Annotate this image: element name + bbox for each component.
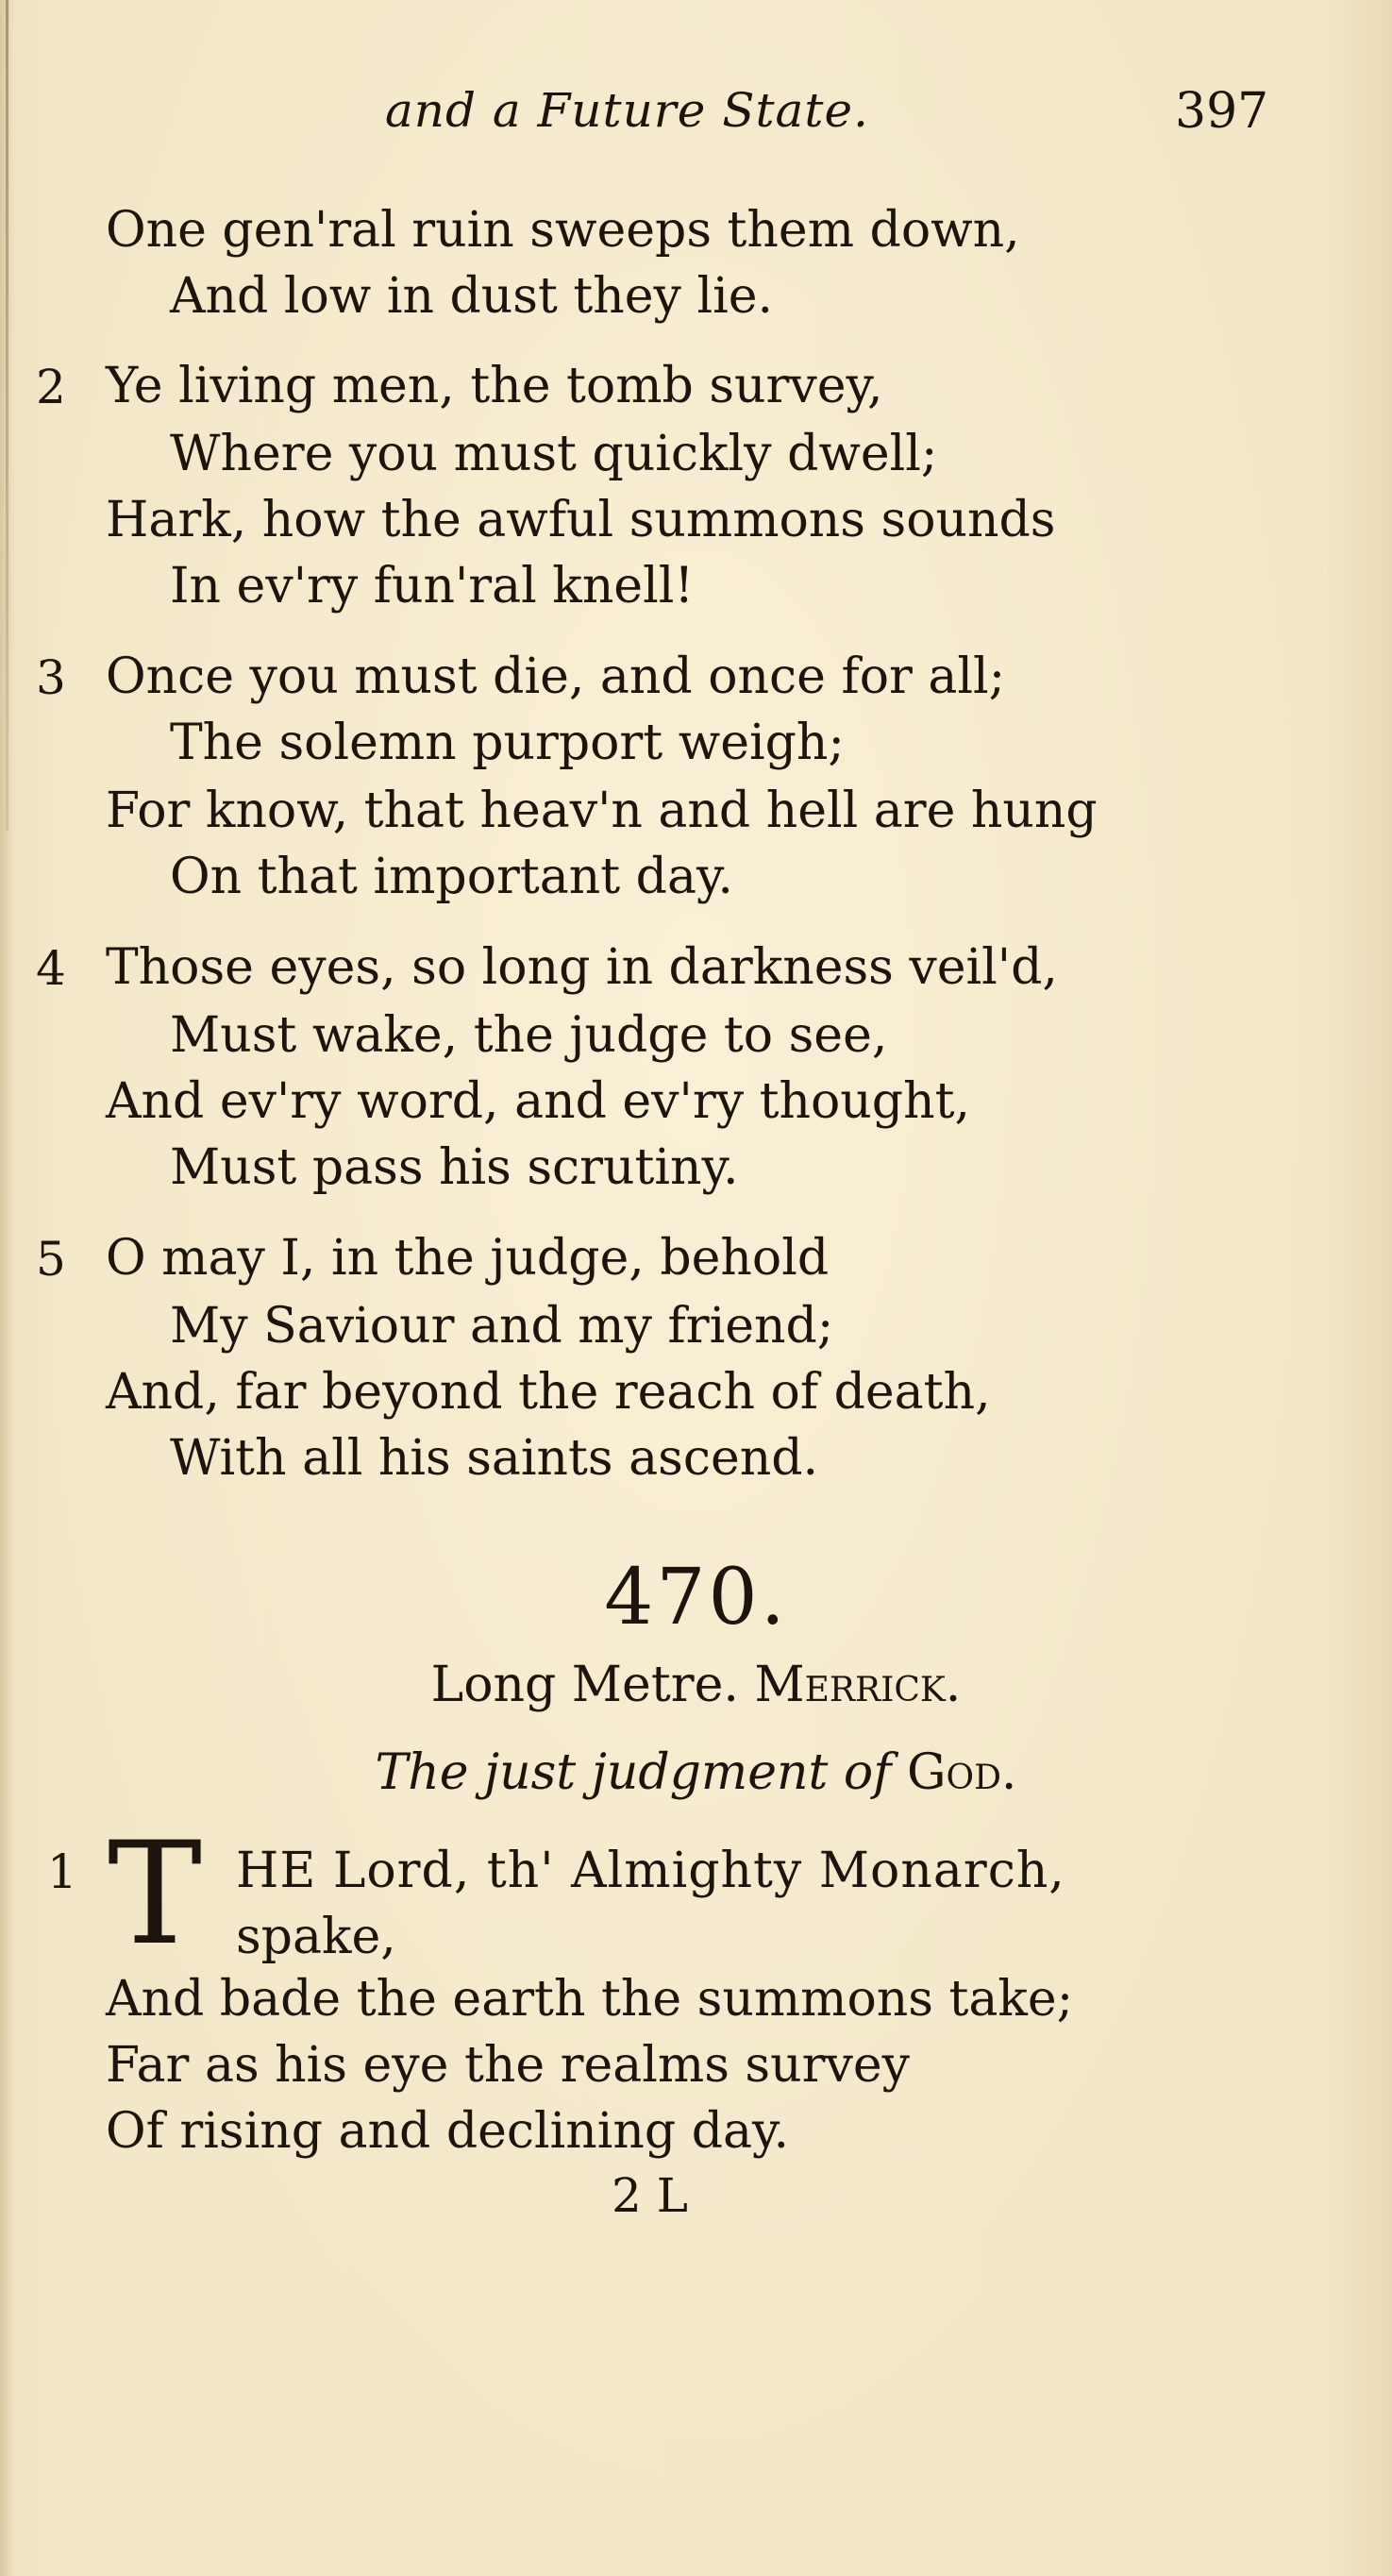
verse-line: For know, that heav'n and hell are hung [106,783,1098,839]
verse-line: Must pass his scrutiny. [170,1139,739,1196]
hymn-subject [0,1744,1392,1801]
verse-line: And bade the earth the summons take; [106,1971,1074,2028]
hymn-number: 470. [604,1553,788,1642]
verse-number: 1 [47,1844,77,1899]
verse-line: Hark, how the awful summons sounds [106,492,1056,548]
signature-mark: 2 L [612,2168,688,2223]
verse-line: My Saviour and my friend; [170,1298,834,1355]
verse-line: Far as his eye the realms survey [106,2037,910,2094]
verse-line: Those eyes, so long in darkness veil'd, [106,939,1058,996]
verse-number: 5 [36,1232,66,1287]
author: Merrick. [754,1657,962,1713]
verse-line: Of rising and declining day. [106,2103,789,2160]
running-header [0,83,1392,149]
verse-number: 3 [36,650,66,705]
hymn-meter-line [0,1657,1392,1713]
verse-line: Must wake, the judge to see, [170,1007,888,1064]
subject-text: The just judgment of [375,1744,892,1801]
verse-line: Ye living men, the tomb survey, [106,358,883,414]
meter: Long Metre. [430,1657,739,1713]
running-title: and a Future State. [385,83,869,138]
verse-line: HE Lord, th' Almighty Monarch, [236,1843,1065,1899]
verse-line: And ev'ry word, and ev'ry thought, [106,1073,970,1130]
subject-name: God. [907,1744,1017,1801]
drop-cap: T [108,1812,203,1977]
verse-line: And low in dust they lie. [170,268,774,325]
verse-line: On that important day. [170,849,733,905]
verse-line: In ev'ry fun'ral knell! [170,558,695,615]
verse-number: 4 [36,941,66,996]
verse-line: With all his saints ascend. [170,1430,819,1487]
verse-line: O may I, in the judge, behold [106,1230,830,1287]
verse-line: And, far beyond the reach of death, [106,1364,991,1421]
page-number: 397 [1175,83,1269,140]
verse-line: The solemn purport weigh; [170,715,845,771]
verse-number: 2 [36,360,66,414]
verse-line: Once you must die, and once for all; [106,648,1006,705]
verse-line: One gen'ral ruin sweeps them down, [106,202,1020,259]
verse-line: Where you must quickly dwell; [170,426,938,482]
verse-line: spake, [236,1909,396,1965]
